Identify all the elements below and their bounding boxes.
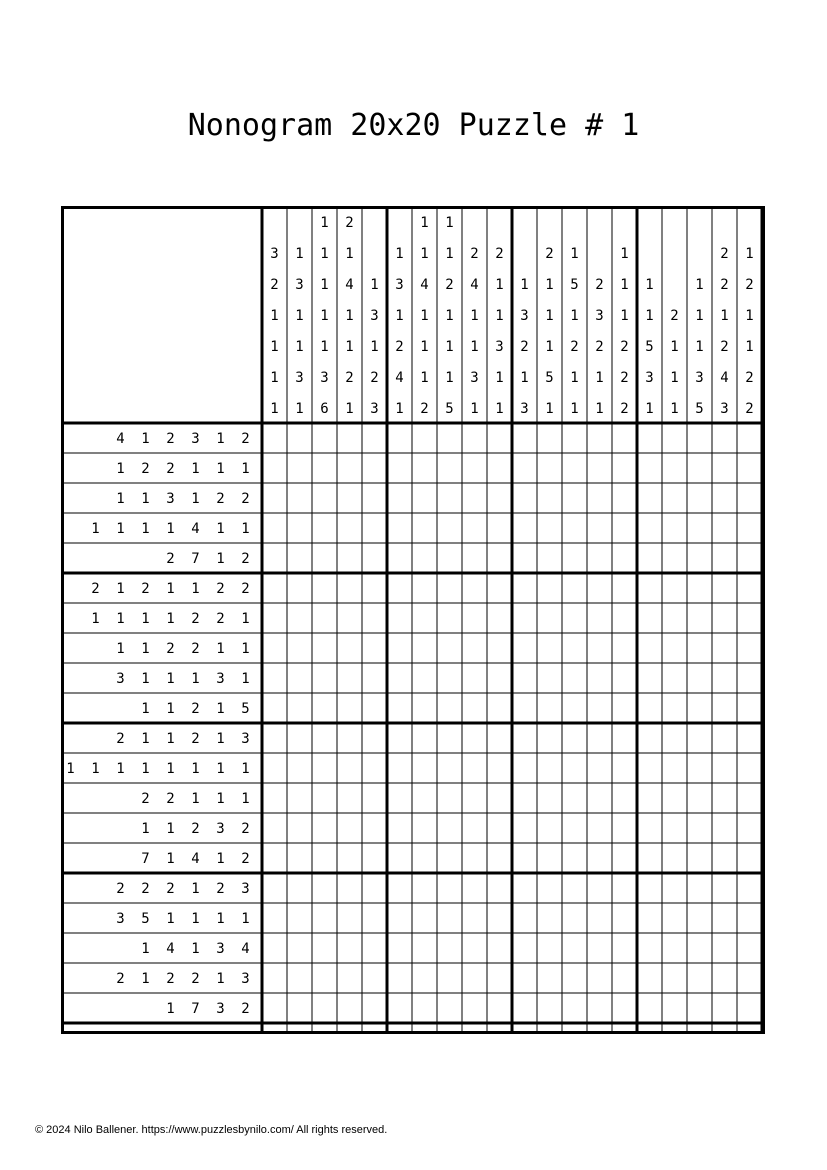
row-clue-number: 3: [116, 671, 125, 687]
row-clue-number: 2: [166, 431, 175, 447]
row-clue-number: 1: [116, 581, 125, 597]
column-clue-number: 1: [545, 339, 554, 355]
row-clue-number: 1: [116, 641, 125, 657]
column-clue-number: 4: [345, 277, 354, 293]
column-clue-number: 1: [545, 401, 554, 417]
row-clue-number: 3: [216, 671, 225, 687]
column-clue-number: 3: [645, 370, 654, 386]
row-clue-number: 1: [191, 581, 200, 597]
row-clue-number: 1: [191, 761, 200, 777]
row-clue-number: 1: [166, 521, 175, 537]
column-clue-number: 2: [745, 370, 754, 386]
column-clue-number: 1: [670, 339, 679, 355]
column-clue-number: 1: [445, 246, 454, 262]
row-clue-number: 1: [116, 461, 125, 477]
column-clue-number: 2: [670, 308, 679, 324]
row-clue-number: 1: [116, 491, 125, 507]
row-clue-number: 1: [116, 611, 125, 627]
row-clue-number: 1: [216, 731, 225, 747]
row-clue-number: 1: [216, 641, 225, 657]
row-clue-number: 2: [241, 821, 250, 837]
row-clue-number: 2: [241, 581, 250, 597]
column-clue-number: 2: [595, 277, 604, 293]
column-clue-number: 2: [620, 339, 629, 355]
column-clue-number: 1: [370, 277, 379, 293]
column-clue-number: 1: [295, 246, 304, 262]
row-clue-number: 1: [141, 761, 150, 777]
row-clue-number: 1: [216, 551, 225, 567]
row-clue-number: 1: [216, 521, 225, 537]
row-clue-number: 2: [166, 791, 175, 807]
row-clue-number: 1: [241, 911, 250, 927]
row-clue-number: 1: [141, 971, 150, 987]
row-clue-number: 5: [241, 701, 250, 717]
row-clue-number: 4: [116, 431, 125, 447]
column-clue-number: 1: [545, 277, 554, 293]
row-clue-number: 2: [166, 641, 175, 657]
row-clue-number: 1: [116, 521, 125, 537]
row-clue-number: 1: [141, 731, 150, 747]
column-clue-number: 1: [645, 277, 654, 293]
column-clue-number: 3: [520, 308, 529, 324]
row-clue-number: 3: [216, 1001, 225, 1017]
row-clue-number: 2: [141, 881, 150, 897]
column-clue-number: 3: [370, 308, 379, 324]
column-clue-number: 3: [495, 339, 504, 355]
column-clue-number: 1: [570, 401, 579, 417]
row-clue-number: 2: [191, 611, 200, 627]
row-clue-number: 2: [91, 581, 100, 597]
row-clue-number: 2: [166, 971, 175, 987]
row-clue-number: 1: [166, 911, 175, 927]
row-clue-number: 1: [216, 971, 225, 987]
column-clue-number: 3: [520, 401, 529, 417]
row-clue-number: 2: [166, 551, 175, 567]
column-clue-number: 1: [445, 308, 454, 324]
column-clue-number: 4: [720, 370, 729, 386]
column-clue-number: 1: [695, 339, 704, 355]
column-clue-number: 3: [695, 370, 704, 386]
column-clue-number: 1: [470, 401, 479, 417]
column-clue-number: 1: [395, 308, 404, 324]
column-clue-number: 1: [495, 308, 504, 324]
column-clue-number: 4: [470, 277, 479, 293]
column-clue-number: 2: [595, 339, 604, 355]
row-clue-number: 1: [216, 461, 225, 477]
row-clue-number: 1: [166, 701, 175, 717]
row-clue-number: 5: [141, 911, 150, 927]
row-clue-number: 3: [241, 731, 250, 747]
column-clue-number: 1: [695, 308, 704, 324]
column-clue-number: 1: [320, 308, 329, 324]
row-clue-number: 1: [66, 761, 75, 777]
row-clue-number: 1: [216, 911, 225, 927]
column-clue-number: 5: [695, 401, 704, 417]
row-clue-number: 1: [141, 491, 150, 507]
row-clue-number: 3: [241, 881, 250, 897]
row-clue-number: 1: [216, 701, 225, 717]
column-clue-number: 1: [670, 401, 679, 417]
row-clue-number: 1: [141, 431, 150, 447]
row-clue-number: 1: [191, 491, 200, 507]
column-clue-number: 1: [495, 277, 504, 293]
row-clue-number: 2: [166, 461, 175, 477]
column-clue-number: 1: [395, 401, 404, 417]
row-clue-number: 7: [191, 1001, 200, 1017]
row-clue-number: 2: [191, 731, 200, 747]
row-clue-number: 1: [166, 1001, 175, 1017]
row-clue-number: 2: [166, 881, 175, 897]
column-clue-number: 1: [645, 401, 654, 417]
row-clue-number: 1: [166, 581, 175, 597]
row-clue-number: 4: [166, 941, 175, 957]
column-clue-number: 5: [645, 339, 654, 355]
column-clue-number: 1: [495, 370, 504, 386]
row-clue-number: 2: [116, 971, 125, 987]
board-border: [63, 208, 764, 1033]
column-clue-number: 5: [545, 370, 554, 386]
column-clue-number: 1: [670, 370, 679, 386]
column-clue-number: 1: [470, 308, 479, 324]
column-clue-number: 3: [270, 246, 279, 262]
row-clue-number: 2: [241, 431, 250, 447]
row-clue-number: 2: [116, 731, 125, 747]
row-clue-number: 7: [141, 851, 150, 867]
row-clue-number: 1: [191, 941, 200, 957]
row-clue-number: 1: [216, 431, 225, 447]
column-clue-number: 1: [695, 277, 704, 293]
column-clue-number: 1: [445, 339, 454, 355]
row-clue-number: 2: [216, 611, 225, 627]
row-clue-number: 1: [191, 791, 200, 807]
column-clue-number: 5: [445, 401, 454, 417]
row-clue-number: 1: [216, 761, 225, 777]
row-clue-number: 1: [116, 761, 125, 777]
column-clue-number: 3: [395, 277, 404, 293]
row-clue-number: 2: [141, 581, 150, 597]
column-clue-number: 1: [420, 339, 429, 355]
column-clue-number: 1: [445, 370, 454, 386]
row-clue-number: 2: [241, 551, 250, 567]
column-clue-number: 2: [395, 339, 404, 355]
column-clue-number: 1: [295, 339, 304, 355]
column-clue-number: 1: [320, 277, 329, 293]
column-clue-number: 1: [520, 370, 529, 386]
row-clue-number: 3: [166, 491, 175, 507]
column-clue-number: 1: [295, 401, 304, 417]
column-clue-number: 1: [545, 308, 554, 324]
row-clue-number: 1: [91, 611, 100, 627]
row-clue-number: 1: [166, 851, 175, 867]
column-clue-number: 2: [520, 339, 529, 355]
row-clue-number: 1: [191, 881, 200, 897]
row-clue-number: 1: [141, 521, 150, 537]
row-clue-number: 3: [116, 911, 125, 927]
row-clue-number: 1: [91, 521, 100, 537]
column-clue-number: 1: [420, 215, 429, 231]
column-clue-number: 1: [420, 370, 429, 386]
column-clue-number: 1: [595, 401, 604, 417]
column-clue-number: 1: [620, 246, 629, 262]
column-clue-number: 1: [395, 246, 404, 262]
row-clue-number: 1: [91, 761, 100, 777]
row-clue-number: 1: [166, 671, 175, 687]
row-clue-number: 1: [141, 611, 150, 627]
column-clue-number: 2: [620, 401, 629, 417]
column-clue-number: 2: [620, 370, 629, 386]
column-clue-number: 1: [270, 339, 279, 355]
row-clue-number: 2: [116, 881, 125, 897]
column-clue-number: 1: [320, 339, 329, 355]
row-clue-number: 1: [241, 611, 250, 627]
row-clue-number: 3: [216, 821, 225, 837]
row-clue-number: 1: [241, 641, 250, 657]
column-clue-number: 1: [270, 370, 279, 386]
row-clue-number: 4: [191, 521, 200, 537]
column-clue-number: 1: [570, 308, 579, 324]
column-clue-number: 2: [470, 246, 479, 262]
column-clue-number: 3: [320, 370, 329, 386]
row-clue-number: 2: [141, 791, 150, 807]
column-clue-number: 3: [370, 401, 379, 417]
row-clue-number: 1: [191, 911, 200, 927]
column-clue-number: 1: [745, 339, 754, 355]
row-clue-number: 2: [216, 491, 225, 507]
row-clue-number: 4: [191, 851, 200, 867]
column-clue-number: 1: [620, 308, 629, 324]
row-clue-number: 1: [141, 641, 150, 657]
column-clue-number: 3: [295, 277, 304, 293]
column-clue-number: 1: [595, 370, 604, 386]
row-clue-number: 3: [191, 431, 200, 447]
column-clue-number: 1: [495, 401, 504, 417]
column-clue-number: 1: [370, 339, 379, 355]
row-clue-number: 1: [241, 671, 250, 687]
column-clue-number: 1: [345, 308, 354, 324]
column-clue-number: 1: [270, 308, 279, 324]
row-clue-number: 2: [191, 641, 200, 657]
column-clue-number: 1: [295, 308, 304, 324]
row-clue-number: 3: [216, 941, 225, 957]
column-clue-number: 1: [270, 401, 279, 417]
column-clue-number: 6: [320, 401, 329, 417]
row-clue-number: 1: [166, 761, 175, 777]
column-clue-number: 1: [520, 277, 529, 293]
column-clue-number: 2: [345, 370, 354, 386]
column-clue-number: 2: [745, 401, 754, 417]
row-clue-number: 2: [191, 701, 200, 717]
column-clue-number: 1: [320, 246, 329, 262]
row-clue-number: 4: [241, 941, 250, 957]
nonogram-board: [61, 206, 765, 1034]
column-clue-number: 1: [470, 339, 479, 355]
column-clue-number: 1: [420, 308, 429, 324]
column-clue-number: 1: [345, 339, 354, 355]
column-clue-number: 1: [420, 246, 429, 262]
column-clue-number: 5: [570, 277, 579, 293]
row-clue-number: 1: [141, 941, 150, 957]
column-clue-number: 2: [420, 401, 429, 417]
column-clue-number: 2: [545, 246, 554, 262]
column-clue-number: 2: [370, 370, 379, 386]
column-clue-number: 3: [595, 308, 604, 324]
column-clue-number: 2: [745, 277, 754, 293]
row-clue-number: 1: [166, 731, 175, 747]
row-clue-number: 2: [216, 881, 225, 897]
column-clue-number: 1: [645, 308, 654, 324]
grid-lines: [61, 206, 765, 1034]
row-clue-number: 1: [166, 611, 175, 627]
column-clue-number: 1: [320, 215, 329, 231]
column-clue-number: 1: [345, 246, 354, 262]
column-clue-number: 3: [720, 401, 729, 417]
puzzle-title: Nonogram 20x20 Puzzle # 1: [187, 108, 640, 143]
column-clue-number: 2: [495, 246, 504, 262]
row-clue-number: 1: [141, 701, 150, 717]
column-clue-number: 1: [745, 246, 754, 262]
column-clue-number: 1: [620, 277, 629, 293]
column-clue-number: 2: [445, 277, 454, 293]
column-clue-number: 2: [570, 339, 579, 355]
column-clue-number: 2: [345, 215, 354, 231]
row-clue-number: 3: [241, 971, 250, 987]
row-clue-number: 2: [141, 461, 150, 477]
copyright-footer: © 2024 Nilo Ballener. https://www.puzzlesbynilo.com/ All rights reserved.: [35, 1124, 388, 1136]
column-clue-number: 3: [470, 370, 479, 386]
column-clue-number: 1: [445, 215, 454, 231]
column-clue-number: 1: [345, 401, 354, 417]
column-clue-number: 2: [720, 277, 729, 293]
row-clue-number: 2: [241, 491, 250, 507]
column-clue-number: 1: [720, 308, 729, 324]
row-clue-number: 2: [241, 1001, 250, 1017]
row-clue-number: 1: [216, 851, 225, 867]
row-clue-number: 1: [141, 671, 150, 687]
column-clue-number: 1: [570, 370, 579, 386]
row-clue-number: 2: [241, 851, 250, 867]
column-clue-number: 2: [720, 339, 729, 355]
column-clue-number: 1: [570, 246, 579, 262]
row-clue-number: 2: [191, 821, 200, 837]
row-clue-number: 1: [166, 821, 175, 837]
row-clue-number: 1: [191, 671, 200, 687]
row-clue-number: 1: [141, 821, 150, 837]
column-clue-number: 2: [270, 277, 279, 293]
column-clue-number: 1: [745, 308, 754, 324]
row-clue-number: 2: [191, 971, 200, 987]
column-clue-number: 4: [420, 277, 429, 293]
column-clue-number: 4: [395, 370, 404, 386]
row-clue-number: 7: [191, 551, 200, 567]
row-clue-number: 1: [241, 791, 250, 807]
row-clue-number: 1: [241, 761, 250, 777]
row-clue-number: 1: [241, 521, 250, 537]
column-clue-number: 2: [720, 246, 729, 262]
column-clue-number: 3: [295, 370, 304, 386]
row-clue-number: 1: [216, 791, 225, 807]
row-clue-number: 2: [216, 581, 225, 597]
row-clue-number: 1: [241, 461, 250, 477]
row-clue-number: 1: [191, 461, 200, 477]
